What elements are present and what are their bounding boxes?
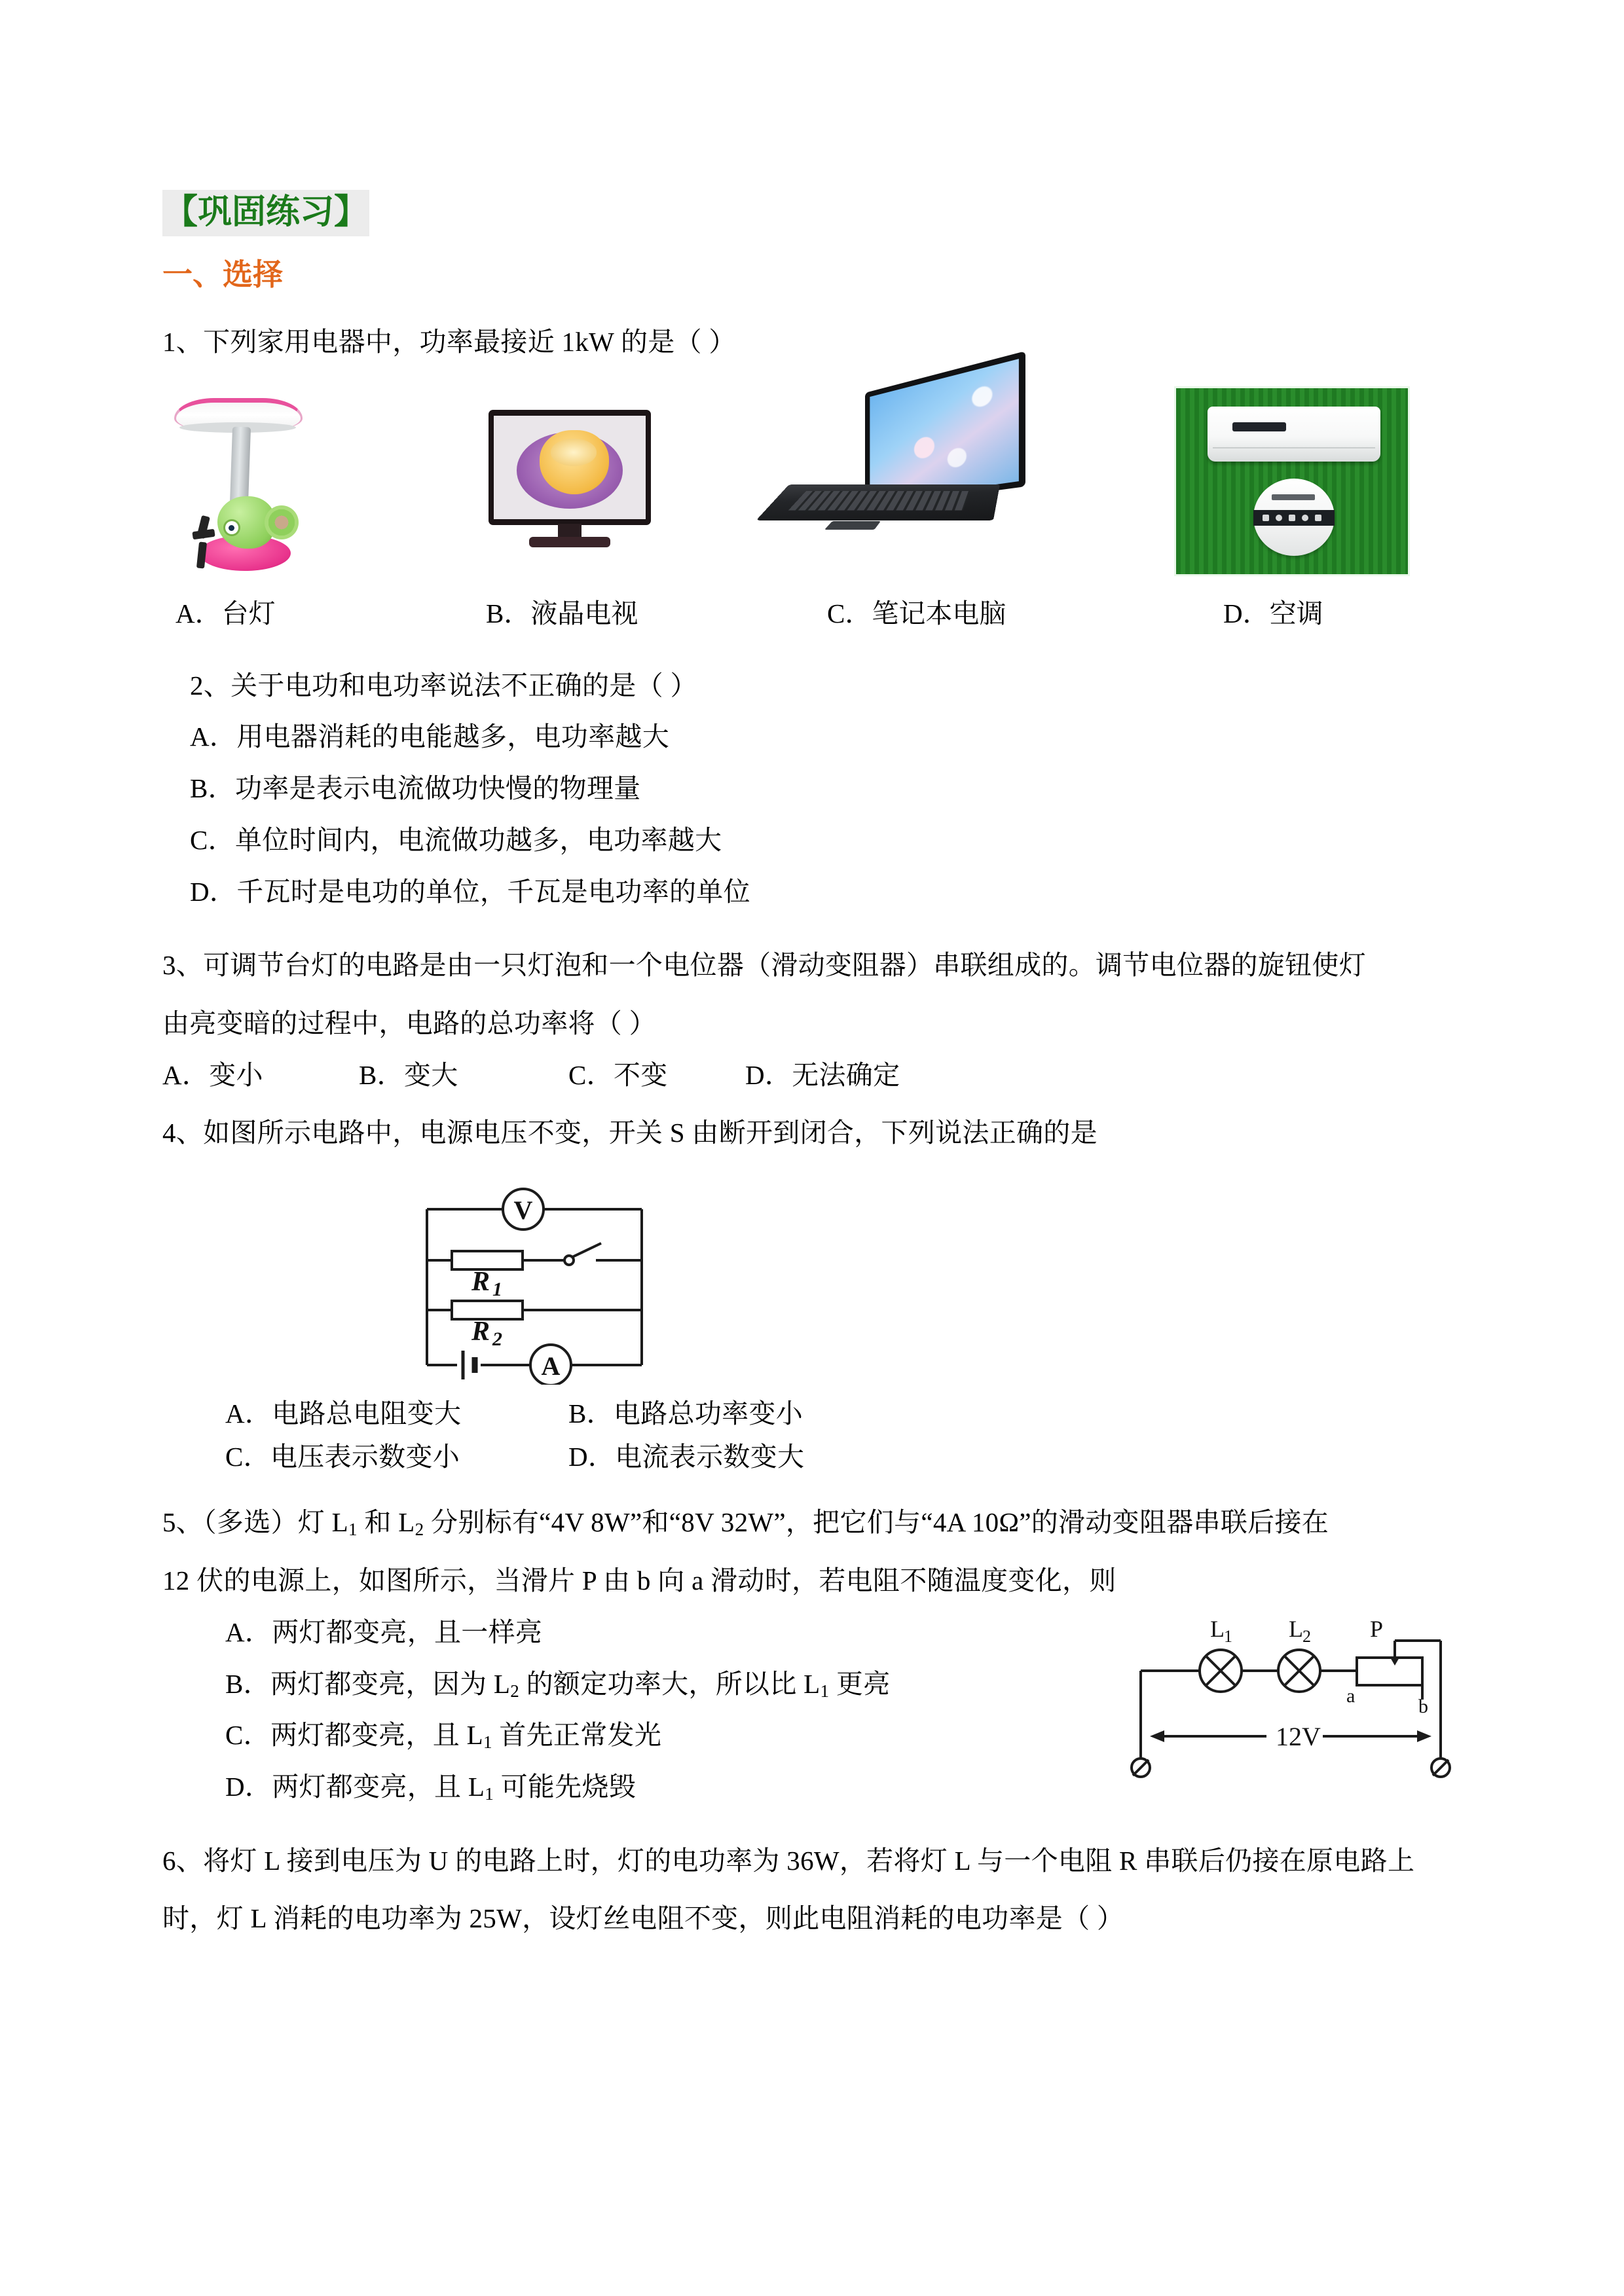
question-4-option-a[interactable]: A．电路总电阻变大 [225, 1398, 462, 1429]
question-5-stem-line2: 12 伏的电源上，如图所示，当滑片 P 由 b 向 a 滑动时，若电阻不随温度变化，则 [162, 1565, 1116, 1596]
laptop-display [870, 359, 1019, 502]
laptop-photo [781, 386, 1017, 576]
question-3-option-b[interactable]: B．变大 [359, 1059, 458, 1090]
question-3-stem-line1: 3、可调节台灯的电路是由一只灯泡和一个电位器（滑动变阻器）串联组成的。调节电位器的旋钮使灯 [162, 950, 1366, 981]
question-4-options-row1 [162, 1388, 1479, 1431]
q5-d-pre: D．两灯都变亮，且 L [225, 1772, 485, 1802]
page-content [162, 0, 1479, 1944]
question-1-option-labels [162, 592, 1479, 638]
q5-b-post: 更亮 [829, 1668, 891, 1699]
lamp-l2-label: L [1289, 1615, 1303, 1642]
lamp-l1-symbol [1200, 1650, 1242, 1692]
question-5-stem-post: 分别标有“4V 8W”和“8V 32W”，把它们与“4A 10Ω”的滑动变阻器串联后接在 [424, 1507, 1329, 1538]
voltage-label: 12V [1276, 1721, 1321, 1751]
circuit-two-lamps-rheostat [1126, 1600, 1467, 1796]
question-5-figure-wrap [1126, 1600, 1467, 1800]
question-5-body [162, 1607, 1479, 1813]
question-4-figure-wrap [162, 1175, 1479, 1388]
q5-d-sub1: 1 [485, 1783, 494, 1804]
question-5-option-a[interactable]: A．两灯都变亮，且一样亮 [225, 1616, 543, 1647]
q5-d-post: 可能先烧毁 [494, 1772, 637, 1802]
air-conditioner-photo [1174, 386, 1410, 576]
question-6-stem-line2: 时，灯 L 消耗的电功率为 25W，设灯丝电阻不变，则此电阻消耗的电功率是（ ） [162, 1903, 1124, 1934]
ac-brand-logo [1272, 494, 1315, 500]
terminal-a-label: a [1346, 1685, 1356, 1707]
ammeter-label: A [541, 1351, 561, 1381]
circuit-r1-r2-parallel [411, 1175, 660, 1385]
terminal-left [1132, 1758, 1150, 1777]
tv-screen [494, 416, 646, 519]
lamp-l1-label: L [1210, 1615, 1225, 1642]
option-image-a [169, 386, 313, 576]
slider-p-label: P [1370, 1615, 1384, 1642]
ac-unit-seam [1213, 447, 1375, 448]
laptop-touchpad [824, 521, 881, 530]
desk-lamp-photo [169, 386, 313, 576]
question-2-stem: 2、关于电功和电功率说法不正确的是（ ） [190, 670, 697, 701]
lamp-l2-sublabel: 2 [1302, 1626, 1311, 1646]
question-4-option-d[interactable]: D．电流表示数变大 [568, 1442, 805, 1472]
terminal-b-label: b [1418, 1695, 1428, 1717]
heading-block [162, 190, 1479, 294]
option-label-b[interactable]: B．液晶电视 [486, 598, 638, 629]
rheostat-symbol [1357, 1658, 1422, 1685]
option-label-d[interactable]: D．空调 [1223, 598, 1323, 629]
question-1-image-row [162, 386, 1479, 583]
question-5-stem-line1 [162, 1497, 1479, 1548]
arrow-left-head [1150, 1730, 1164, 1742]
voltmeter-label: V [513, 1195, 533, 1226]
question-2-option-b[interactable]: B．功率是表示电流做功快慢的物理量 [190, 773, 641, 804]
section-heading-choice: 一、选择 [162, 258, 283, 292]
option-image-b [485, 386, 655, 576]
tv-stand-foot [529, 537, 610, 547]
question-3-option-d[interactable]: D．无法确定 [745, 1059, 900, 1090]
q5-c-post: 首先正常发光 [492, 1720, 662, 1751]
ac-indoor-unit [1208, 407, 1380, 462]
laptop-keyboard [788, 491, 970, 510]
q5-c-sub1: 1 [483, 1732, 492, 1753]
question-5-lamp1-sub: 1 [348, 1520, 358, 1540]
question-6-stem-line1: 6、将灯 L 接到电压为 U 的电路上时，灯的电功率为 36W，若将灯 L 与一个电阻 R 串联后仍接在原电路上 [162, 1845, 1415, 1876]
lamp-l1-sublabel: 1 [1224, 1626, 1232, 1646]
question-2-option-c[interactable]: C．单位时间内，电流做功越多，电功率越大 [190, 824, 722, 855]
question-4-options-row2 [162, 1431, 1479, 1474]
option-label-a[interactable]: A．台灯 [175, 598, 276, 629]
tv-screen-bowl [540, 430, 610, 494]
resistor-r2-label: R [471, 1317, 490, 1347]
resistor-r1-label: R [471, 1267, 490, 1298]
question-2-option-a[interactable]: A．用电器消耗的电能越多，电功率越大 [190, 721, 670, 752]
q5-c-pre: C．两灯都变亮，且 L [225, 1720, 483, 1751]
lamp-frog-eye [225, 521, 238, 534]
switch-symbol [564, 1256, 574, 1265]
resistor-r1-sublabel: 1 [492, 1279, 502, 1301]
question-3-stem-line2: 由亮变暗的过程中，电路的总功率将（ ） [162, 1008, 656, 1038]
question-5-lamp2-sub: 2 [415, 1520, 424, 1540]
question-4-option-c[interactable]: C．电压表示数变小 [225, 1442, 460, 1472]
option-label-c[interactable]: C．笔记本电脑 [827, 598, 1006, 629]
lamp-decor-swirl [265, 505, 299, 539]
terminal-right [1431, 1758, 1450, 1777]
option-image-c [781, 386, 1017, 576]
lamp-cord [193, 516, 219, 568]
question-3-options [162, 1049, 1479, 1101]
q5-b-sub2: 1 [820, 1681, 830, 1701]
question-3-option-c[interactable]: C．不变 [568, 1059, 668, 1090]
q5-b-mid: 的额定功率大，所以比 L [519, 1668, 821, 1699]
q5-b-sub1: 2 [510, 1681, 520, 1701]
q5-b-pre: B．两灯都变亮，因为 L [225, 1668, 511, 1699]
question-3-option-a[interactable]: A．变小 [162, 1059, 263, 1090]
resistor-r2-sublabel: 2 [492, 1328, 502, 1351]
arrow-right-head [1417, 1730, 1431, 1742]
question-1-stem: 1、下列家用电器中，功率最接近 1kW 的是（ ） [162, 326, 736, 357]
question-5-stem-mid: 和 L [357, 1507, 415, 1538]
lamp-l2-symbol [1278, 1650, 1320, 1692]
question-2-option-d[interactable]: D．千瓦时是电功的单位，千瓦是电功率的单位 [190, 876, 750, 907]
lcd-tv-photo [485, 386, 655, 576]
option-image-d [1174, 386, 1410, 576]
page-title: 【巩固练习】 [162, 190, 369, 236]
question-5-stem-pre: 5、（多选）灯 L [162, 1507, 348, 1538]
lamp-neck [230, 426, 251, 504]
tv-bezel [489, 410, 651, 525]
ac-vent [1232, 422, 1286, 431]
ac-remote-buttons [1253, 510, 1335, 526]
question-4-option-b[interactable]: B．电路总功率变小 [568, 1398, 803, 1429]
question-4-stem: 4、如图所示电路中，电源电压不变，开关 S 由断开到闭合，下列说法正确的是 [162, 1117, 1098, 1148]
